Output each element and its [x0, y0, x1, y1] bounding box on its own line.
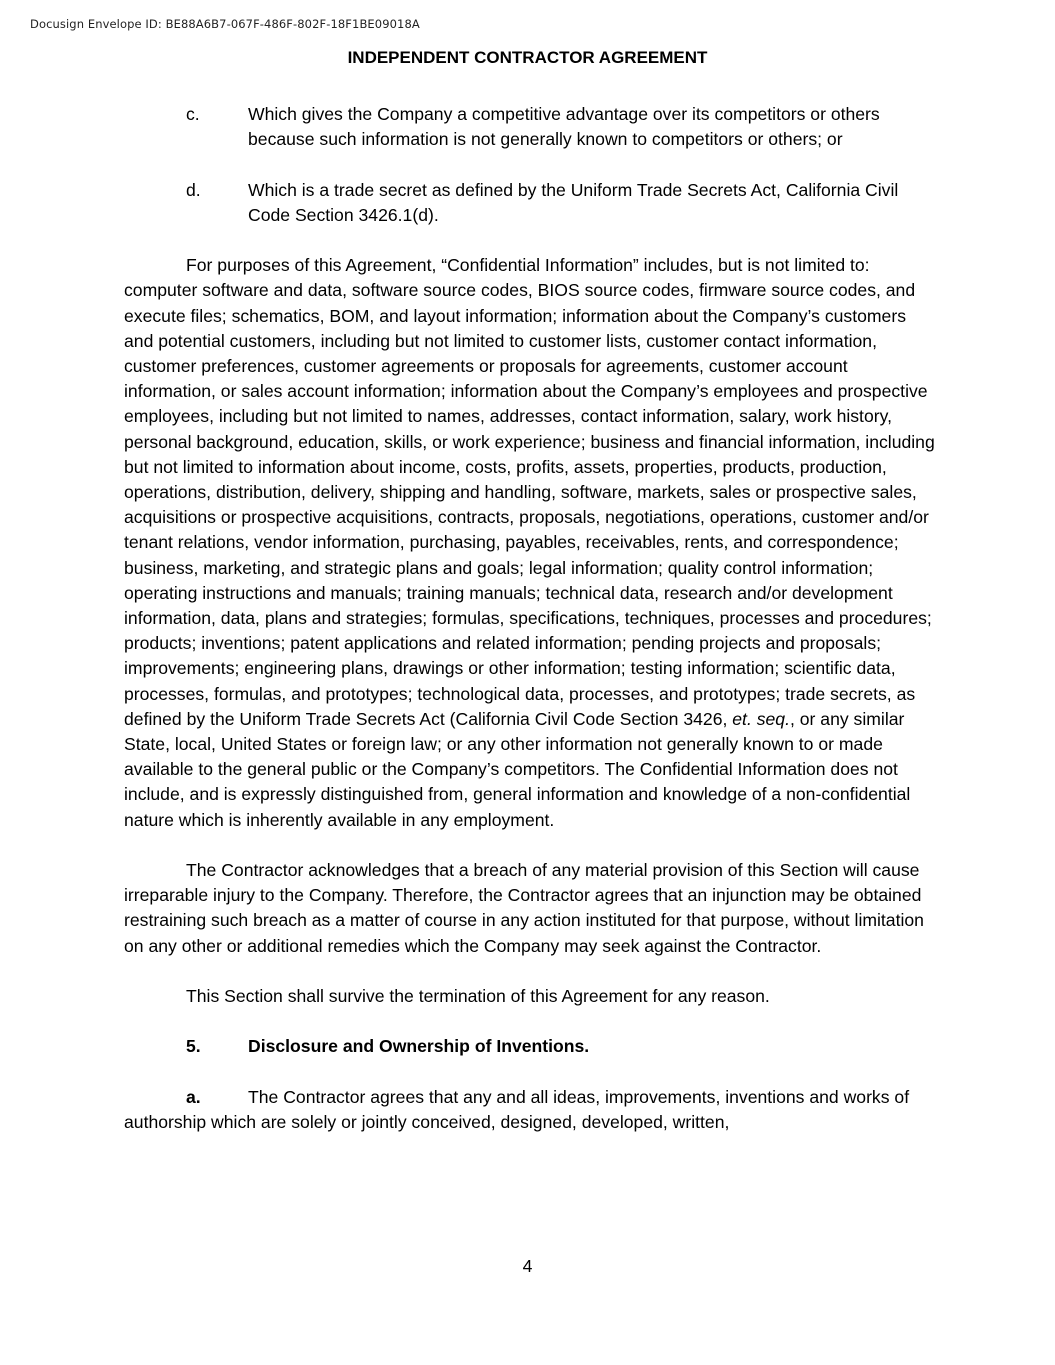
list-item-text: Which gives the Company a competitive advantage over its competitors or others because such information is not generally known to competitors or others; or: [248, 104, 880, 150]
document-body: [124, 102, 936, 1135]
confidential-information-paragraph: [124, 253, 936, 833]
page-number: 4: [522, 1256, 533, 1276]
list-item-c: [186, 102, 936, 152]
confidential-text-part1: For purposes of this Agreement, “Confidential Information” includes, but is not limited to: computer software and data, software source codes, BIOS source codes, firmware source codes, and execute files; schematics, BOM, and layout information; information about the Company’s customers and potential customers, including but not limited to customer lists, customer contact information, customer preferences, customer agreements or proposals for agreements, customer account information, or sales account information; information about the Company’s employees and prospective employees, including but not limited to names, addresses, contact information, salary, work history, personal background, education, skills, or work experience; business and financial information, including but not limited to information about income, costs, profits, assets, properties, products, production, operations, distribution, delivery, shipping and handling, software, markets, sales or prospective sales, acquisitions or prospective acquisitions, contracts, proposals, negotiations, operations, customer and/or tenant relations, vendor information, purchasing, payables, receivables, rents, and correspondence; business, marketing, and strategic plans and goals; legal information; quality control information; operating instructions and manuals; training manuals; technical data, research and/or development information, data, plans and strategies; formulas, specifications, techniques, processes and procedures; products; inventions; patent applications and related information; pending projects and proposals; improvements; engineering plans, drawings or other information; testing information; scientific data, processes, formulas, and prototypes; technological data, processes, and prototypes; trade secrets, as defined by the Uniform Trade Secrets Act (California Civil Code Section 3426,: [124, 255, 935, 729]
subsection-a-paragraph: [124, 1085, 936, 1135]
list-marker: d.: [186, 179, 201, 200]
document-title: INDEPENDENT CONTRACTOR AGREEMENT: [347, 48, 708, 67]
list-item-text: Which is a trade secret as defined by the Uniform Trade Secrets Act, California Civil Code Section 3426.1(d).: [248, 179, 899, 225]
section-5-heading: [186, 1034, 936, 1059]
section-title: Disclosure and Ownership of Inventions.: [248, 1036, 590, 1057]
docusign-envelope-id: Docusign Envelope ID: BE88A6B7-067F-486F-802F-18F1BE09018A: [30, 17, 420, 31]
confidential-text-part2: , or any similar State, local, United States or foreign law; or any other information not generally known to or made available to the general public or the Company’s competitors. The Confidential Information does not include, and is expressly distinguished from, general information and knowledge of a non-confidential nature which is inherently available in any employment.: [124, 708, 911, 830]
breach-paragraph: The Contractor acknowledges that a breach of any material provision of this Section will cause irreparable injury to the Company. Therefore, the Contractor agrees that an injunction may be obtained restraining such breach as a matter of course in any action instituted for that purpose, without limitation on any other or additional remedies which the Company may seek against the Contractor.: [124, 860, 924, 956]
subsection-marker: a.: [186, 1086, 201, 1107]
subsection-text: The Contractor agrees that any and all ideas, improvements, inventions and works of authorship which are solely or jointly conceived, designed, developed, written,: [124, 1086, 910, 1133]
list-item-d: [186, 178, 936, 228]
confidential-text-italic: et. seq.: [732, 708, 790, 729]
survival-paragraph: This Section shall survive the termination of this Agreement for any reason.: [186, 986, 770, 1007]
list-marker: c.: [186, 104, 200, 124]
section-number: 5.: [186, 1036, 201, 1057]
